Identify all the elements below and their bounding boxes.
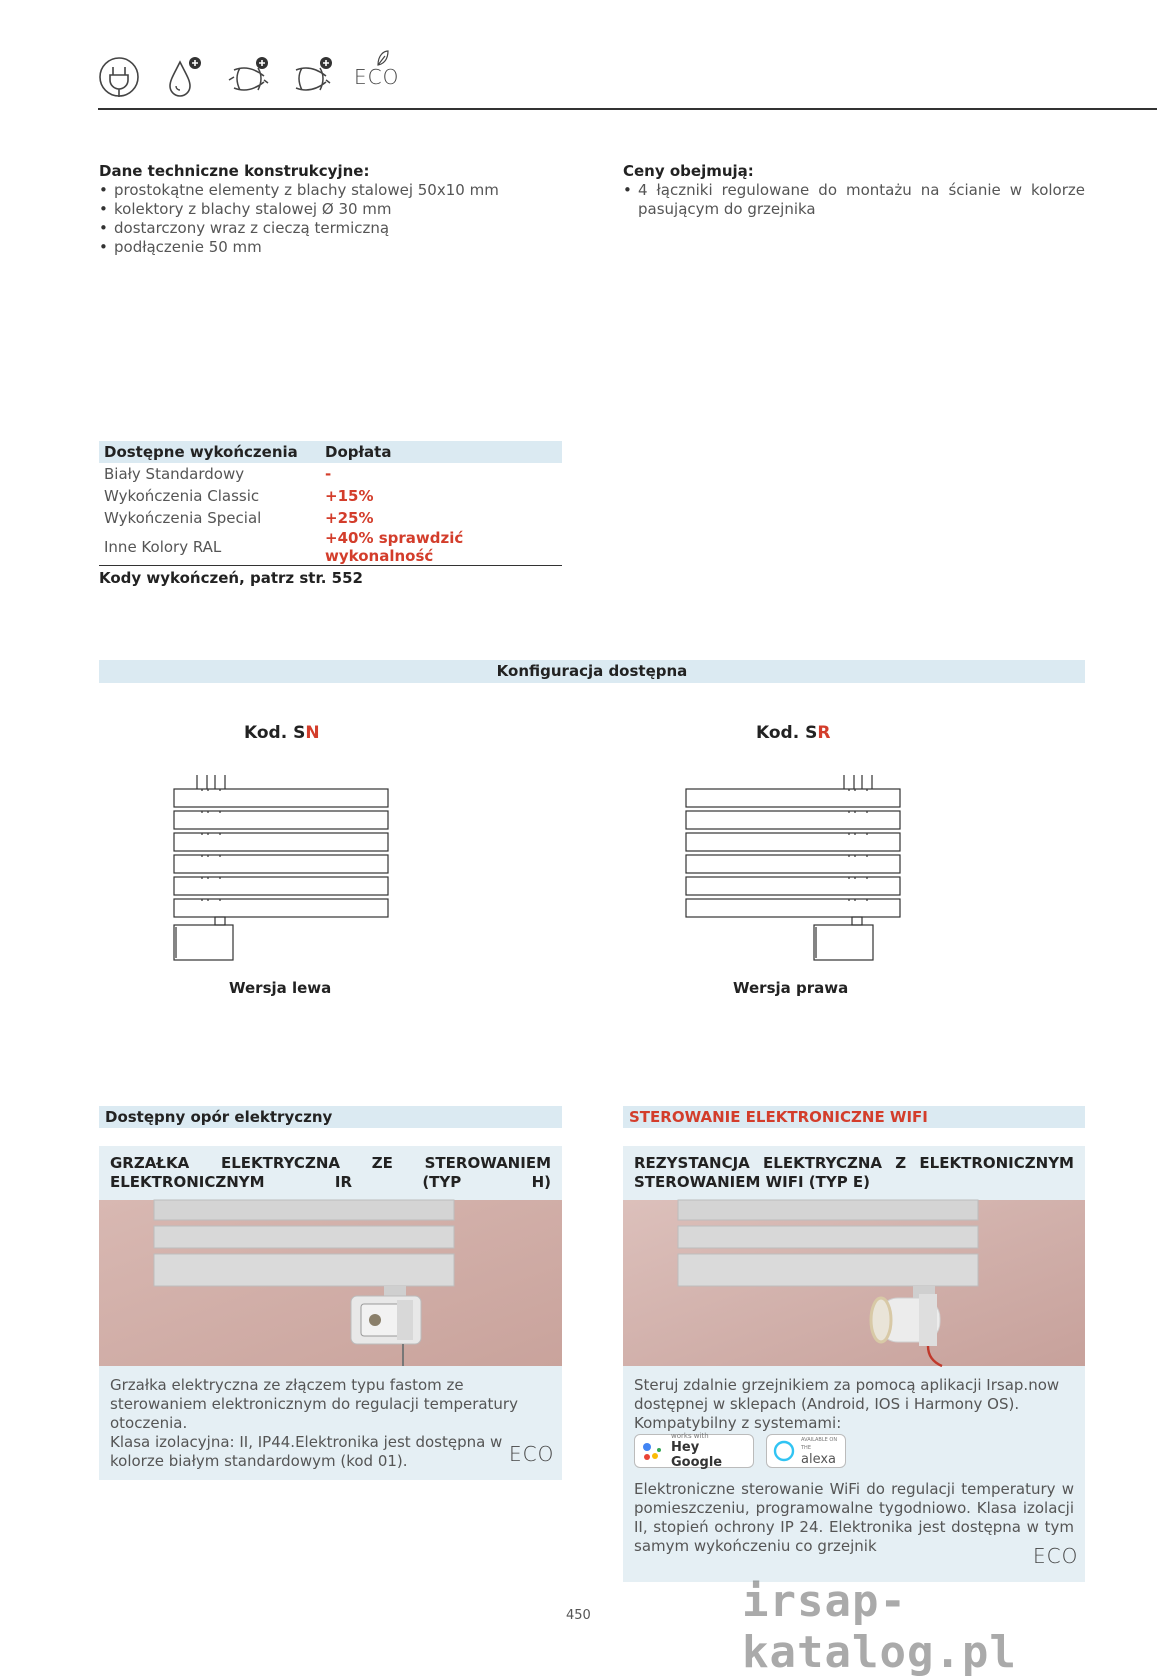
water-electric-mix-plus-icon (226, 54, 272, 100)
prices-include-heading: Ceny obejmują: (623, 162, 754, 180)
hey-google-badge (634, 1434, 754, 1468)
table-row (99, 463, 562, 485)
finishes-table (99, 441, 562, 566)
alexa-badge-main-text: alexa (801, 1451, 837, 1467)
wifi-card-details: Elektroniczne sterowanie WiFi do regulacji temperatury w pomieszczeniu, programowalne tygodniowo. Klasa izolacji II, stopień ochrony IP 24. Elektronika jest dostępna w tym samym wykończeniu co grzejnik (634, 1480, 1074, 1555)
version-left-label: Wersja lewa (229, 979, 332, 997)
table-header-row (99, 441, 562, 463)
configuration-title: Konfiguracja dostępna (99, 660, 1085, 683)
page-number: 450 (566, 1608, 591, 1623)
water-drop-plus-icon (162, 54, 208, 100)
eco-icon (354, 65, 399, 89)
electric-text-line: Grzałka elektryczna ze złączem typu fastom ze sterowaniem elektronicznym do regulacji temperatury otoczenia. (110, 1376, 518, 1432)
wifi-card-title: REZYSTANCJA ELEKTRYCZNA Z ELEKTRONICZNYM STEROWANIEM WIFI (TYP E) (634, 1154, 1074, 1191)
version-right-label: Wersja prawa (733, 979, 849, 997)
alexa-icon (773, 1440, 795, 1462)
header-divider (98, 108, 1157, 110)
table-row (99, 507, 562, 529)
feature-icons-row (98, 52, 399, 102)
finish-price: +40% sprawdzić wykonalność (320, 529, 562, 566)
kod-left-label (244, 723, 320, 743)
finish-name: Inne Kolory RAL (99, 529, 320, 566)
eco-icon: ECO (509, 1442, 555, 1466)
wifi-heater-photo (623, 1200, 1085, 1366)
watermark: irsap-katalog.pl (742, 1576, 1017, 1678)
technical-specs-list (99, 181, 549, 257)
electric-plug-icon (98, 54, 144, 100)
electric-heater-photo (99, 1200, 562, 1366)
kod-left-accent: N (305, 723, 320, 743)
list-item: • podłączenie 50 mm (99, 238, 549, 257)
radiator-left-diagram (170, 775, 395, 965)
finishes-header-price: Dopłata (320, 441, 562, 463)
finish-price: +25% (325, 509, 374, 527)
wifi-card (623, 1146, 1085, 1582)
kod-right-prefix: Kod. S (756, 723, 818, 743)
finish-price: - (325, 465, 332, 483)
electric-text-line: Klasa izolacyjna: II, IP44.Elektronika jest dostępna w kolorze białym standardowym (kod 01). (110, 1433, 503, 1470)
electric-card-text (110, 1376, 555, 1471)
finishes-header-name: Dostępne wykończenia (99, 441, 320, 463)
alexa-badge-small-text: AVAILABLE ON THE (801, 1436, 838, 1451)
finish-codes-note: Kody wykończeń, patrz str. 552 (99, 569, 363, 587)
electric-card-title: GRZAŁKA ELEKTRYCZNA ZE STEROWANIEM ELEKTRONICZNYM IR (TYP H) (110, 1154, 551, 1191)
electric-card (99, 1146, 562, 1480)
kod-right-accent: R (817, 723, 831, 743)
list-item: • dostarczony wraz z cieczą termiczną (99, 219, 549, 238)
finish-price: +15% (325, 487, 374, 505)
double-mix-plus-icon (290, 54, 336, 100)
list-item: • kolektory z blachy stalowej Ø 30 mm (99, 200, 549, 219)
kod-right-label (756, 723, 830, 743)
technical-specs (99, 162, 549, 257)
wifi-section-title: STEROWANIE ELEKTRONICZNE WIFI (623, 1106, 1085, 1128)
prices-include-list (623, 181, 1085, 219)
list-item: • 4 łączniki regulowane do montażu na ścianie w kolorze pasującym do grzejnika (623, 181, 1085, 219)
technical-specs-heading: Dane techniczne konstrukcyjne: (99, 162, 370, 180)
eco-icon-label: ECO (354, 65, 400, 89)
kod-left-prefix: Kod. S (244, 723, 306, 743)
eco-icon: ECO (1033, 1544, 1079, 1568)
table-row (99, 529, 562, 566)
google-badge-main-text: Hey Google (671, 1440, 723, 1470)
list-item: • prostokątne elementy z blachy stalowej 50x10 mm (99, 181, 549, 200)
finish-name: Wykończenia Classic (104, 487, 260, 505)
electric-section-title: Dostępny opór elektryczny (99, 1106, 562, 1128)
radiator-right-diagram (682, 775, 907, 965)
finish-name: Wykończenia Special (104, 509, 262, 527)
alexa-badge (766, 1434, 846, 1468)
finish-name: Biały Standardowy (104, 465, 245, 483)
google-assistant-icon (641, 1439, 665, 1463)
wifi-card-intro: Steruj zdalnie grzejnikiem za pomocą aplikacji Irsap.now dostępnej w sklepach (Android, IOS i Harmony OS). Kompatybilny z systemami: (634, 1376, 1060, 1432)
google-badge-small-text: works with (671, 1432, 709, 1440)
table-row (99, 485, 562, 507)
prices-include (623, 162, 1085, 219)
